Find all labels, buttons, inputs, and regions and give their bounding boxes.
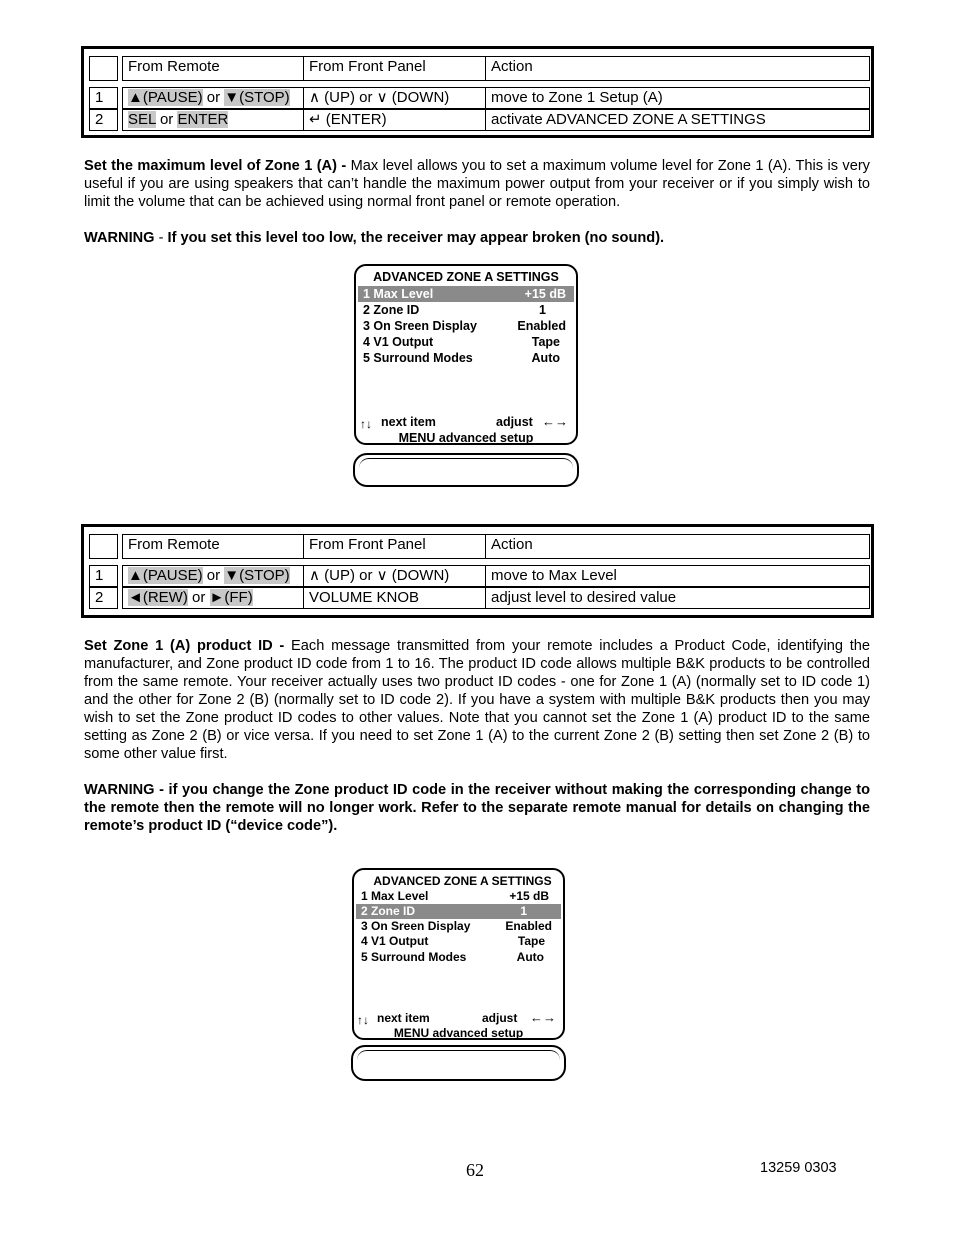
steps-table-2 [81,524,874,618]
remote-key: ►(FF) [209,589,253,606]
section-heading: Set the maximum level of Zone 1 (A) - [84,158,347,174]
osd-footer-next: next item [377,1011,430,1025]
action-text: move to Zone 1 Setup (A) [485,87,870,109]
remote-key: ◄(REW) [128,589,188,606]
table-corner-cell [89,56,118,81]
osd-screen [352,868,565,1040]
remote-keys [122,587,304,609]
header-action: Action [485,56,870,81]
osd-footer-menu: MENU advanced setup [398,431,534,445]
header-action: Action [485,534,870,559]
osd-menu-item-selected: 1 Max Level +15 dB [358,286,574,302]
header-from-remote: From Remote [122,56,304,81]
left-right-arrows-icon: ←→ [530,1010,556,1025]
action-text: adjust level to desired value [485,587,870,609]
or-text: or [206,89,221,106]
product-id-paragraph [84,637,870,763]
remote-key: ▼(STOP) [224,567,290,584]
remote-key: ENTER [177,111,229,128]
section-body: Each message transmitted from your remote includes a Product Code, identifying the manufacturer, and Zone product ID code from 1 to 16. The product ID code allows multiple B&K products to be controlled from the same remote. Your receiver actually uses two product ID codes - one for Zone 1 (A) (normally set to ID code 1) and the other for Zone 2 (B) (normally set to ID code 2). If you have a system with multiple B&K products then you may wish to set the Zone product ID codes to other values. Note that you cannot set the Zone 1 (A) product ID to the same setting as Zone 2 (B) or vice versa. If you need to set Zone 1 (A) to the current Zone 2 (B) setting then set Zone 2 (B) to some other value first. [84,638,871,762]
remote-key: ▲(PAUSE) [128,89,203,106]
front-panel-keys: VOLUME KNOB [303,587,486,609]
osd-menu-item: 4 V1 Output Tape [361,934,545,948]
warning-paragraph: WARNING - If you set this level too low, the receiver may appear broken (no sound). [84,230,665,246]
step-number: 1 [89,87,118,109]
osd-menu-item: 3 On Sreen Display Enabled [361,919,552,933]
step-number: 2 [89,109,118,131]
osd-display-bar [351,1045,566,1081]
osd-menu-item: 5 Surround Modes Auto [363,351,560,365]
warning-label: WARNING [84,230,155,246]
action-text: activate ADVANCED ZONE A SETTINGS [485,109,870,131]
osd-menu-item: 4 V1 Output Tape [363,335,560,349]
section-heading: Set Zone 1 (A) product ID - [84,638,285,654]
osd-footer-adjust: adjust [496,415,533,429]
header-from-front-panel: From Front Panel [303,534,486,559]
remote-keys [122,565,304,587]
osd-menu-item: 2 Zone ID 1 [363,303,546,317]
osd-display-bar [353,453,579,487]
remote-keys [122,109,304,131]
remote-key: ▲(PAUSE) [128,567,203,584]
or-text: or [159,111,174,128]
up-down-arrows-icon: ↑↓ [357,1013,369,1027]
osd-title: ADVANCED ZONE A SETTINGS [373,270,559,284]
or-text: or [192,589,206,606]
osd-title: ADVANCED ZONE A SETTINGS [373,874,552,888]
header-from-front-panel: From Front Panel [303,56,486,81]
osd-menu-item: 3 On Sreen Display Enabled [363,319,566,333]
steps-table-1 [81,46,874,138]
left-right-arrows-icon: ←→ [542,414,568,429]
or-text: or [206,567,221,584]
header-from-remote: From Remote [122,534,304,559]
osd-footer-menu: MENU advanced setup [393,1026,524,1040]
warning-text: If you set this level too low, the receiver may appear broken (no sound). [167,230,665,246]
up-down-arrows-icon: ↑↓ [360,417,372,431]
table-corner-cell [89,534,118,559]
step-number: 1 [89,565,118,587]
remote-key: ▼(STOP) [224,89,290,106]
remote-key: SEL [128,111,156,128]
front-panel-keys: ↵ (ENTER) [303,109,486,131]
section-body: Max level allows you to set a maximum volume level for Zone 1 (A). This is very useful if you are using speakers that can’t handle the maximum power output from your receiver or if you simply wish to limit the volume that can be achieved using normal front panel or remote operation. [84,158,870,210]
page-number: 62 [466,1160,484,1180]
osd-footer-adjust: adjust [482,1011,518,1025]
osd-footer-next: next item [381,415,436,429]
osd-screen [354,264,578,445]
osd-menu-item-selected: 2 Zone ID 1 [356,904,561,919]
step-number: 2 [89,587,118,609]
action-text: move to Max Level [485,565,870,587]
remote-keys [122,87,304,109]
osd-menu-item: 1 Max Level +15 dB [361,889,549,903]
front-panel-keys: ∧ (UP) or ∨ (DOWN) [303,87,486,109]
front-panel-keys: ∧ (UP) or ∨ (DOWN) [303,565,486,587]
max-level-paragraph [84,157,870,211]
warning-paragraph: WARNING - if you change the Zone product ID code in the receiver without making the corresponding change to the remote then the remote will no longer work. Refer to the separate remote manual for details on changing the remote’s product ID (“device code”). [84,782,870,834]
document-code: 13259 0303 [760,1160,837,1176]
osd-menu-item: 5 Surround Modes Auto [361,950,544,964]
